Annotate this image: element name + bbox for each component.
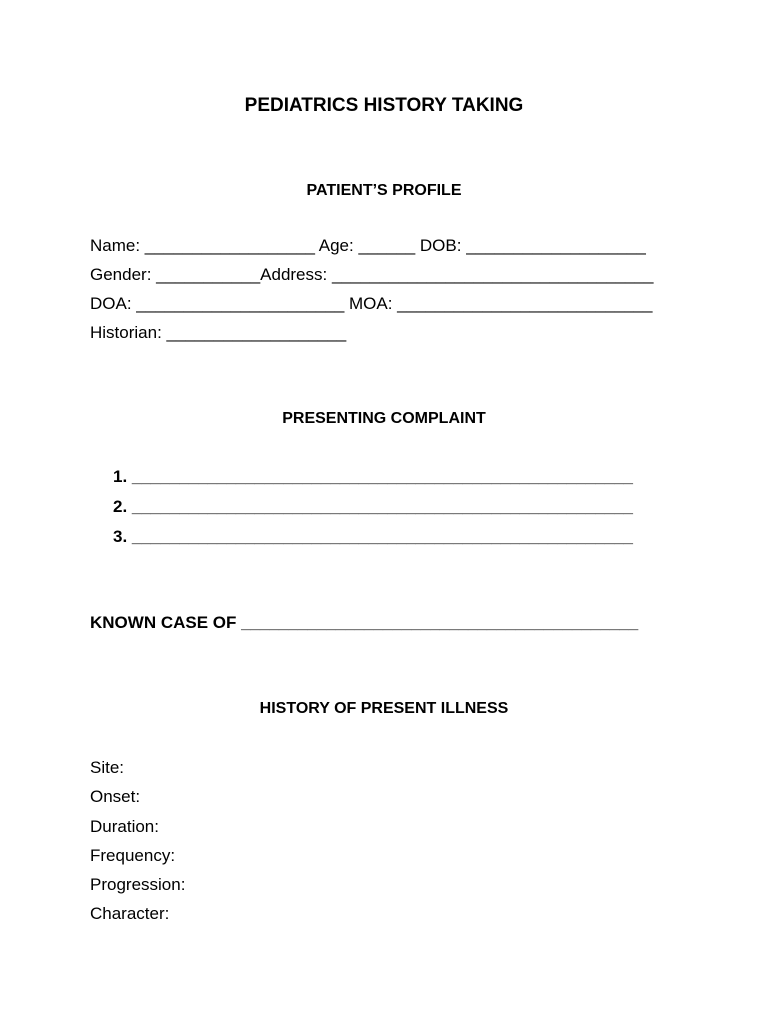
hpi-field-onset: Onset: [90, 787, 141, 806]
section-heading-presenting-complaint: PRESENTING COMPLAINT [282, 410, 486, 427]
profile-line-name-age-dob: Name: __________________ Age: ______ DOB: ___________________ [90, 236, 646, 255]
profile-line-gender-address: Gender: ___________Address: __________________________________ [90, 265, 654, 284]
hpi-field-progression: Progression: [90, 875, 186, 894]
complaint-item-3: 3. _____________________________________________________ [113, 527, 633, 546]
known-case-line: KNOWN CASE OF __________________________________________ [90, 613, 639, 632]
hpi-field-duration: Duration: [90, 817, 159, 836]
complaint-item-2: 2. _____________________________________________________ [113, 497, 633, 516]
section-heading-history-present-illness: HISTORY OF PRESENT ILLNESS [259, 700, 509, 717]
hpi-field-site: Site: [90, 758, 125, 777]
document-title: PEDIATRICS HISTORY TAKING [244, 95, 524, 116]
hpi-field-frequency: Frequency: [90, 846, 176, 865]
profile-line-historian: Historian: ___________________ [90, 323, 347, 342]
complaint-item-1: 1. _____________________________________________________ [113, 467, 633, 486]
section-heading-patient-profile: PATIENT’S PROFILE [306, 182, 462, 199]
profile-line-doa-moa: DOA: ______________________ MOA: ___________________________ [90, 294, 653, 313]
hpi-field-character: Character: [90, 904, 170, 923]
